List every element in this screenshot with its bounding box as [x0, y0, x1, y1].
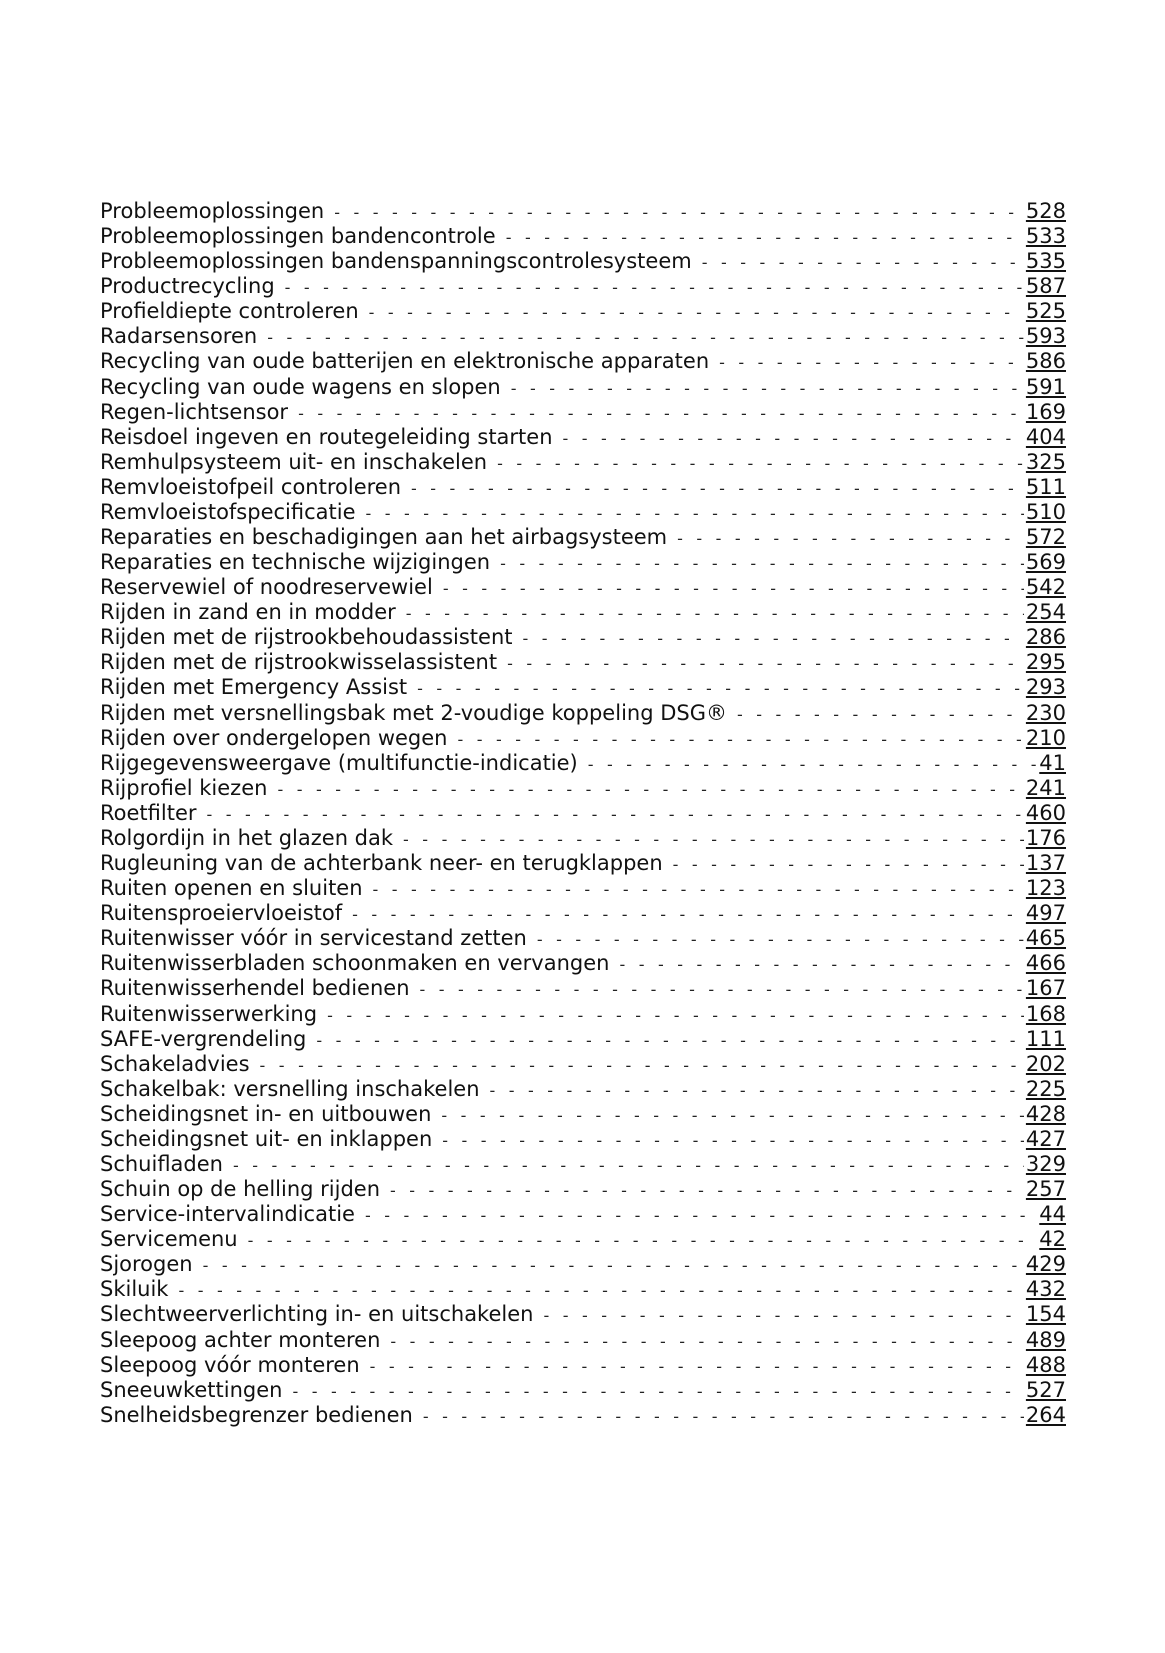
- index-entry[interactable]: [100, 1227, 1066, 1252]
- index-term[interactable]: Schuifladen: [100, 1151, 223, 1176]
- page-number-link[interactable]: 460: [1025, 800, 1066, 825]
- index-entry[interactable]: [100, 600, 1066, 625]
- page-number-link[interactable]: 154: [1025, 1302, 1066, 1327]
- page-number-link[interactable]: 176: [1025, 825, 1066, 850]
- index-term[interactable]: SAFE-vergrendeling: [100, 1026, 307, 1051]
- dot-leader: [677, 526, 1024, 550]
- index-term[interactable]: Ruitenwisser vóór in servicestand zetten: [100, 926, 527, 951]
- dot-leader: [522, 626, 1023, 650]
- index-entry[interactable]: [100, 1127, 1066, 1152]
- page-number-link[interactable]: 225: [1025, 1076, 1066, 1101]
- dot-leader: [203, 1253, 1024, 1277]
- page-number-link[interactable]: 591: [1025, 374, 1066, 399]
- index-entry[interactable]: [100, 751, 1066, 776]
- page-number-link[interactable]: 593: [1025, 324, 1066, 349]
- dot-leader: [390, 1329, 1024, 1353]
- dot-leader: [178, 1278, 1023, 1302]
- dot-leader: [702, 250, 1024, 274]
- page-number-link[interactable]: 210: [1025, 725, 1066, 750]
- index-term[interactable]: Rijprofiel kiezen: [100, 775, 268, 800]
- page-number-link[interactable]: 497: [1025, 901, 1066, 926]
- index-entry[interactable]: [100, 1277, 1066, 1302]
- dot-leader: [233, 1153, 1024, 1177]
- dot-leader: [285, 275, 1024, 299]
- page-number-link[interactable]: 230: [1025, 700, 1066, 725]
- dot-leader: [366, 501, 1024, 525]
- dot-leader: [619, 952, 1023, 976]
- page-number-link[interactable]: 525: [1025, 299, 1066, 324]
- dot-leader: [442, 1128, 1024, 1152]
- index-entry[interactable]: [100, 1378, 1066, 1403]
- page-number-link[interactable]: 286: [1025, 625, 1066, 650]
- index-term[interactable]: Service-intervalindicatie: [100, 1202, 355, 1227]
- page-number-link[interactable]: 586: [1025, 349, 1066, 374]
- index-entry[interactable]: [100, 375, 1066, 400]
- dot-leader: [277, 777, 1023, 801]
- dot-leader: [316, 1028, 1024, 1052]
- index-term[interactable]: Rijden over ondergelopen wegen: [100, 725, 448, 750]
- page-number-link[interactable]: 542: [1025, 575, 1066, 600]
- dot-leader: [298, 401, 1024, 425]
- index-term[interactable]: Slechtweerverlichting in- en uitschakelen: [100, 1302, 534, 1327]
- index-term[interactable]: Snelheidsbegrenzer bedienen: [100, 1402, 413, 1427]
- index-entry[interactable]: [100, 851, 1066, 876]
- dot-leader: [497, 451, 1024, 475]
- index-entry[interactable]: [100, 274, 1066, 299]
- page-number-link[interactable]: 325: [1025, 449, 1066, 474]
- index-term[interactable]: Servicemenu: [100, 1227, 238, 1252]
- page-number-link[interactable]: 427: [1025, 1126, 1066, 1151]
- index-term[interactable]: Rijden met Emergency Assist: [100, 675, 408, 700]
- index-entry[interactable]: [100, 701, 1066, 726]
- page-number-link[interactable]: 587: [1025, 274, 1066, 299]
- index-entry[interactable]: [100, 876, 1066, 901]
- dot-leader: [403, 827, 1024, 851]
- index-entry[interactable]: [100, 1002, 1066, 1027]
- page-number-link[interactable]: 254: [1025, 600, 1066, 625]
- dot-leader: [500, 551, 1024, 575]
- page-number-link[interactable]: 489: [1025, 1327, 1066, 1352]
- dot-leader: [420, 977, 1024, 1001]
- dot-leader: [719, 350, 1024, 374]
- page-number-link[interactable]: 293: [1025, 675, 1066, 700]
- index-term[interactable]: Ruiten openen en sluiten: [100, 876, 363, 901]
- dot-leader: [507, 651, 1024, 675]
- dot-leader: [411, 476, 1024, 500]
- index-entry[interactable]: [100, 1027, 1066, 1052]
- index-entry[interactable]: [100, 1152, 1066, 1177]
- index-term[interactable]: Ruitenwisserwerking: [100, 1001, 318, 1026]
- page-number-link[interactable]: 42: [1039, 1227, 1066, 1252]
- page-number-link[interactable]: 488: [1025, 1352, 1066, 1377]
- page-number-link[interactable]: 123: [1025, 876, 1066, 901]
- dot-leader: [423, 1404, 1024, 1428]
- page-number-link[interactable]: 44: [1039, 1202, 1066, 1227]
- dot-leader: [588, 752, 1038, 776]
- page-number-link[interactable]: 569: [1025, 550, 1066, 575]
- dot-leader: [292, 1379, 1023, 1403]
- page-number-link[interactable]: 111: [1025, 1026, 1066, 1051]
- index-term[interactable]: Scheidingsnet uit- en inklappen: [100, 1126, 433, 1151]
- index-entry[interactable]: [100, 299, 1066, 324]
- page-number-link[interactable]: 257: [1025, 1177, 1066, 1202]
- index-term[interactable]: Rijden met versnellingsbak met 2-voudige koppeling DSG®: [100, 700, 727, 725]
- page-number-link[interactable]: 295: [1025, 650, 1066, 675]
- index-term[interactable]: Sneeuwkettingen: [100, 1377, 283, 1402]
- index-entry[interactable]: [100, 1102, 1066, 1127]
- index-entry[interactable]: [100, 324, 1066, 349]
- index-entry[interactable]: [100, 224, 1066, 249]
- index-term[interactable]: Rijden in zand en in modder: [100, 600, 396, 625]
- index-entry[interactable]: [100, 500, 1066, 525]
- dot-leader: [352, 902, 1024, 926]
- dot-leader: [441, 1103, 1024, 1127]
- index-term[interactable]: Probleemoplossingen bandenspanningscontrolesysteem: [100, 249, 692, 274]
- index-term[interactable]: Probleemoplossingen: [100, 199, 325, 223]
- page-number-link[interactable]: 432: [1025, 1277, 1066, 1302]
- index-term[interactable]: Radarsensoren: [100, 324, 258, 349]
- index-entry[interactable]: [100, 425, 1066, 450]
- index-list: [100, 199, 1066, 1428]
- dot-leader: [248, 1228, 1038, 1252]
- index-entry[interactable]: [100, 951, 1066, 976]
- index-term[interactable]: Rijden met de rijstrookbehoudassistent: [100, 625, 513, 650]
- index-entry[interactable]: [100, 625, 1066, 650]
- index-term[interactable]: Roetfilter: [100, 800, 197, 825]
- index-term[interactable]: Sjorogen: [100, 1252, 193, 1277]
- index-term[interactable]: Rugleuning van de achterbank neer- en terugklappen: [100, 851, 663, 876]
- index-entry[interactable]: [100, 349, 1066, 374]
- index-entry[interactable]: [100, 550, 1066, 575]
- index-term[interactable]: Recycling van oude batterijen en elektronische apparaten: [100, 349, 710, 374]
- page-number-link[interactable]: 169: [1025, 399, 1066, 424]
- index-term[interactable]: Skiluik: [100, 1277, 169, 1302]
- index-entry[interactable]: [100, 249, 1066, 274]
- index-entry[interactable]: [100, 675, 1066, 700]
- dot-leader: [260, 1053, 1024, 1077]
- page-number-link[interactable]: 465: [1025, 926, 1066, 951]
- index-entry[interactable]: [100, 1302, 1066, 1327]
- index-entry[interactable]: [100, 1252, 1066, 1277]
- index-term[interactable]: Reparaties en beschadigingen aan het airbagsysteem: [100, 525, 668, 550]
- dot-leader: [537, 927, 1024, 951]
- index-entry[interactable]: [100, 1353, 1066, 1378]
- dot-leader: [365, 1203, 1037, 1227]
- page-number-link[interactable]: 572: [1025, 525, 1066, 550]
- dot-leader: [267, 325, 1024, 349]
- index-entry[interactable]: [100, 1202, 1066, 1227]
- index-entry[interactable]: [100, 450, 1066, 475]
- dot-leader: [369, 300, 1024, 324]
- page-number-link[interactable]: 264: [1025, 1402, 1066, 1427]
- index-term[interactable]: Scheidingsnet in- en uitbouwen: [100, 1101, 432, 1126]
- page-number-link[interactable]: 533: [1025, 224, 1066, 249]
- dot-leader: [327, 1003, 1024, 1027]
- page-number-link[interactable]: 466: [1025, 951, 1066, 976]
- index-term[interactable]: Schakeladvies: [100, 1051, 250, 1076]
- index-entry[interactable]: [100, 525, 1066, 550]
- dot-leader: [458, 727, 1024, 751]
- index-term[interactable]: Schuin op de helling rijden: [100, 1177, 381, 1202]
- index-term[interactable]: Rolgordijn in het glazen dak: [100, 825, 394, 850]
- index-term[interactable]: Ruitenwisserbladen schoonmaken en vervangen: [100, 951, 610, 976]
- page-number-link[interactable]: 329: [1025, 1151, 1066, 1176]
- index-term[interactable]: Ruitenwisserhendel bedienen: [100, 976, 410, 1001]
- page-number-link[interactable]: 511: [1025, 474, 1066, 499]
- index-term[interactable]: Rijgegevensweergave (multifunctie-indicatie): [100, 750, 578, 775]
- dot-leader: [543, 1303, 1023, 1327]
- index-term[interactable]: Schakelbak: versnelling inschakelen: [100, 1076, 480, 1101]
- index-entry[interactable]: [100, 1052, 1066, 1077]
- index-entry[interactable]: [100, 726, 1066, 751]
- page-number-link[interactable]: 510: [1025, 499, 1066, 524]
- page-number-link[interactable]: 428: [1025, 1101, 1066, 1126]
- dot-leader: [390, 1178, 1024, 1202]
- page-number-link[interactable]: 527: [1025, 1377, 1066, 1402]
- dot-leader: [563, 426, 1024, 450]
- index-term[interactable]: Remvloeistofspecificatie: [100, 499, 356, 524]
- dot-leader: [417, 676, 1024, 700]
- index-entry[interactable]: [100, 1077, 1066, 1102]
- index-term[interactable]: Reservewiel of noodreservewiel: [100, 575, 433, 600]
- dot-leader: [673, 852, 1024, 876]
- page-number-link[interactable]: 202: [1025, 1051, 1066, 1076]
- index-entry[interactable]: [100, 1177, 1066, 1202]
- index-term[interactable]: Probleemoplossingen bandencontrole: [100, 224, 496, 249]
- index-term[interactable]: Productrecycling: [100, 274, 275, 299]
- index-entry[interactable]: [100, 826, 1066, 851]
- index-entry[interactable]: [100, 776, 1066, 801]
- page-number-link[interactable]: 137: [1025, 851, 1066, 876]
- dot-leader: [737, 702, 1024, 726]
- dot-leader: [406, 601, 1024, 625]
- index-term[interactable]: Remhulpsysteem uit- en inschakelen: [100, 449, 488, 474]
- index-term[interactable]: Rijden met de rijstrookwisselassistent: [100, 650, 498, 675]
- index-term[interactable]: Reparaties en technische wijzigingen: [100, 550, 491, 575]
- index-entry[interactable]: [100, 801, 1066, 826]
- page-number-link[interactable]: 41: [1039, 750, 1066, 775]
- index-term[interactable]: Sleepoog vóór monteren: [100, 1352, 360, 1377]
- index-entry[interactable]: [100, 575, 1066, 600]
- page-number-link[interactable]: 168: [1025, 1001, 1066, 1026]
- index-entry[interactable]: [100, 475, 1066, 500]
- index-entry[interactable]: [100, 199, 1066, 224]
- dot-leader: [490, 1078, 1024, 1102]
- page-number-link[interactable]: 167: [1025, 976, 1066, 1001]
- index-term[interactable]: Ruitensproeiervloeistof: [100, 901, 343, 926]
- index-term[interactable]: Sleepoog achter monteren: [100, 1327, 381, 1352]
- index-entry[interactable]: [100, 1403, 1066, 1428]
- page-number-link[interactable]: 429: [1025, 1252, 1066, 1277]
- index-entry[interactable]: [100, 926, 1066, 951]
- index-term[interactable]: Recycling van oude wagens en slopen: [100, 374, 501, 399]
- page-number-link[interactable]: 528: [1025, 199, 1066, 223]
- index-entry[interactable]: [100, 400, 1066, 425]
- index-entry[interactable]: [100, 1328, 1066, 1353]
- dot-leader: [334, 200, 1024, 224]
- page-number-link[interactable]: 404: [1025, 424, 1066, 449]
- index-entry[interactable]: [100, 650, 1066, 675]
- dot-leader: [511, 376, 1024, 400]
- page-number-link[interactable]: 535: [1025, 249, 1066, 274]
- index-entry[interactable]: [100, 901, 1066, 926]
- dot-leader: [207, 802, 1024, 826]
- dot-leader: [443, 576, 1024, 600]
- index-term[interactable]: Profieldiepte controleren: [100, 299, 359, 324]
- dot-leader: [370, 1354, 1024, 1378]
- dot-leader: [506, 225, 1024, 249]
- dot-leader: [373, 877, 1024, 901]
- index-entry[interactable]: [100, 976, 1066, 1001]
- page-number-link[interactable]: 241: [1025, 775, 1066, 800]
- index-term[interactable]: Regen-lichtsensor: [100, 399, 289, 424]
- index-term[interactable]: Remvloeistofpeil controleren: [100, 474, 402, 499]
- index-term[interactable]: Reisdoel ingeven en routegeleiding starten: [100, 424, 553, 449]
